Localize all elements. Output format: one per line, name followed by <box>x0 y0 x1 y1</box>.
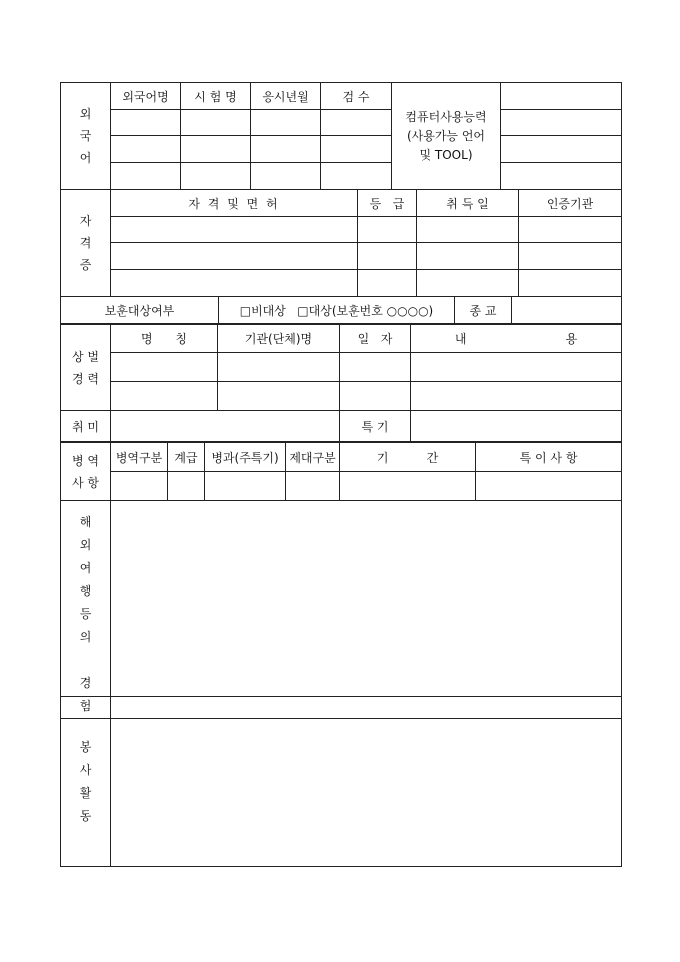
religion-field[interactable] <box>512 297 622 324</box>
foreign-cell[interactable] <box>321 163 392 190</box>
side-label-char <box>84 653 88 667</box>
cert-cell[interactable] <box>111 217 358 243</box>
military-table <box>60 442 622 501</box>
volunteer-table <box>60 696 622 867</box>
hobby-label: 취 미 <box>61 411 111 442</box>
hobby-table <box>60 410 622 442</box>
side-label-char: 여 <box>79 561 92 575</box>
award-table <box>60 324 622 411</box>
foreign-cell[interactable] <box>251 110 321 136</box>
military-header-discharge: 제대구분 <box>286 443 340 472</box>
military-cell[interactable] <box>205 472 286 501</box>
veteran-label: 보훈대상여부 <box>61 297 219 324</box>
military-header-branch: 병과(주특기) <box>205 443 286 472</box>
foreign-cell[interactable] <box>111 110 181 136</box>
award-cell[interactable] <box>218 382 340 411</box>
cert-cell[interactable] <box>519 243 622 270</box>
side-label-char: 경 <box>79 676 92 690</box>
side-label-char: 험 <box>79 699 92 713</box>
cert-header-name: 자 격 및 면 허 <box>111 190 358 217</box>
cert-side-label: 자 격 증 <box>61 190 111 297</box>
overseas-field[interactable] <box>111 501 622 719</box>
foreign-header-name: 외국어명 <box>111 83 181 110</box>
foreign-cell[interactable] <box>321 110 392 136</box>
foreign-header-date: 응시년월 <box>251 83 321 110</box>
foreign-cell[interactable] <box>251 136 321 163</box>
foreign-cell[interactable] <box>111 163 181 190</box>
military-header-type: 병역구분 <box>111 443 168 472</box>
military-header-rank: 계급 <box>168 443 205 472</box>
foreign-cell[interactable] <box>111 136 181 163</box>
side-label-char: 행 <box>79 584 92 598</box>
cert-cell[interactable] <box>519 217 622 243</box>
volunteer-field[interactable] <box>111 697 622 867</box>
computer-skill-label: 컴퓨터사용능력 (사용가능 언어 및 TOOL) <box>392 83 501 190</box>
military-cell[interactable] <box>476 472 622 501</box>
computer-skill-cell[interactable] <box>501 136 622 163</box>
military-header-notes: 특 이 사 항 <box>476 443 622 472</box>
side-label-char: 해 <box>79 515 92 529</box>
foreign-header-exam: 시 험 명 <box>181 83 251 110</box>
foreign-cell[interactable] <box>181 110 251 136</box>
cert-header-issuer: 인증기관 <box>519 190 622 217</box>
computer-skill-cell[interactable] <box>501 163 622 190</box>
award-cell[interactable] <box>218 353 340 382</box>
award-side-label: 상 벌 경 력 <box>61 325 111 411</box>
award-cell[interactable] <box>340 382 411 411</box>
hobby-field[interactable] <box>111 411 340 442</box>
cert-cell[interactable] <box>111 270 358 297</box>
cert-cell[interactable] <box>358 217 417 243</box>
award-header-org: 기관(단체)명 <box>218 325 340 353</box>
special-skill-label: 특 기 <box>340 411 411 442</box>
foreign-language-table <box>60 82 622 190</box>
cert-cell[interactable] <box>111 243 358 270</box>
veteran-options[interactable]: □비대상 □대상(보훈번호 ○○○○) <box>219 297 455 324</box>
overseas-table <box>60 500 622 719</box>
overseas-side-label <box>61 501 111 719</box>
religion-label: 종 교 <box>455 297 512 324</box>
cert-cell[interactable] <box>358 270 417 297</box>
military-side-label: 병 역 사 항 <box>61 443 111 501</box>
cert-cell[interactable] <box>358 243 417 270</box>
award-cell[interactable] <box>111 382 218 411</box>
special-skill-field[interactable] <box>411 411 622 442</box>
foreign-cell[interactable] <box>181 163 251 190</box>
award-cell[interactable] <box>111 353 218 382</box>
award-cell[interactable] <box>411 382 622 411</box>
foreign-cell[interactable] <box>251 163 321 190</box>
award-cell[interactable] <box>411 353 622 382</box>
award-cell[interactable] <box>340 353 411 382</box>
veteran-table <box>60 296 622 324</box>
cert-header-grade: 등 급 <box>358 190 417 217</box>
side-label-char: 외 <box>79 538 92 552</box>
cert-header-date: 취 득 일 <box>417 190 519 217</box>
foreign-cell[interactable] <box>181 136 251 163</box>
foreign-side-label: 외 국 어 <box>61 83 111 190</box>
side-label-char: 활 <box>79 785 92 800</box>
certificate-table <box>60 189 622 297</box>
side-label-char: 의 <box>79 630 92 644</box>
side-label-char: 사 <box>79 762 92 777</box>
military-header-period: 기 간 <box>340 443 476 472</box>
military-cell[interactable] <box>168 472 205 501</box>
computer-skill-cell[interactable] <box>501 83 622 110</box>
award-header-content: 내 용 <box>411 325 622 353</box>
cert-cell[interactable] <box>417 270 519 297</box>
military-cell[interactable] <box>111 472 168 501</box>
side-label-char: 등 <box>79 607 92 621</box>
military-cell[interactable] <box>286 472 340 501</box>
volunteer-side-label <box>61 697 111 867</box>
military-cell[interactable] <box>340 472 476 501</box>
award-header-title: 명 칭 <box>111 325 218 353</box>
side-label-char: 봉 <box>79 739 92 754</box>
side-label-char: 동 <box>79 808 92 823</box>
computer-skill-cell[interactable] <box>501 110 622 136</box>
award-header-date: 일 자 <box>340 325 411 353</box>
foreign-cell[interactable] <box>321 136 392 163</box>
cert-cell[interactable] <box>417 243 519 270</box>
cert-cell[interactable] <box>519 270 622 297</box>
cert-cell[interactable] <box>417 217 519 243</box>
foreign-header-score: 검 수 <box>321 83 392 110</box>
